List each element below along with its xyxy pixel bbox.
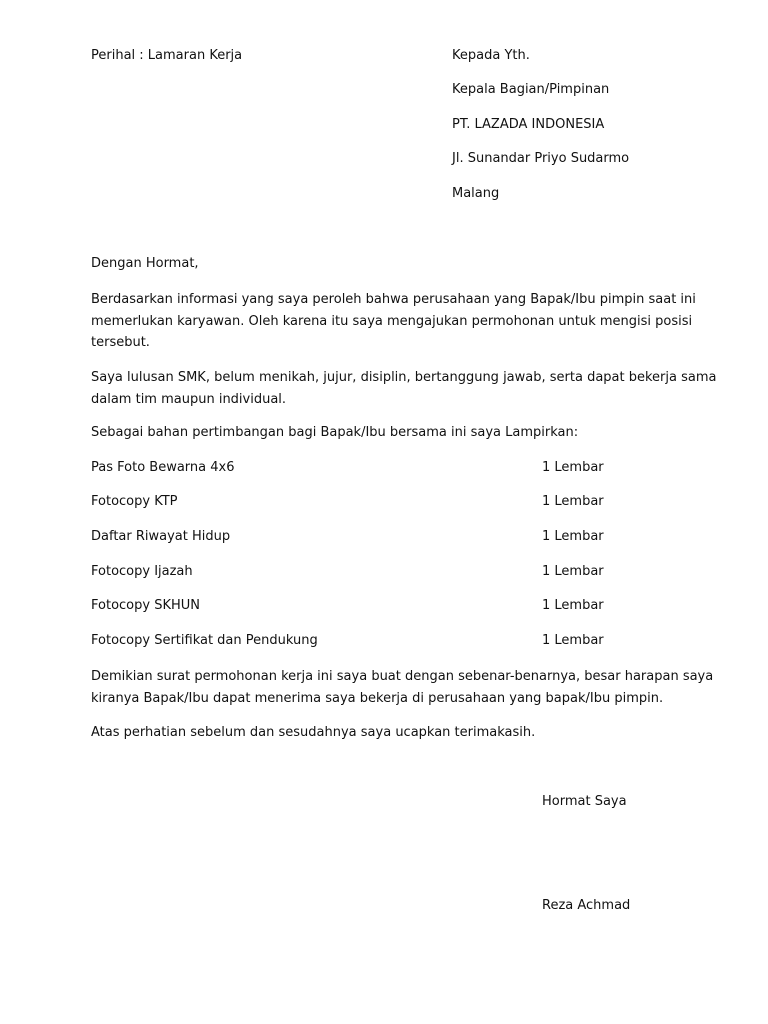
- paragraph-line: tersebut.: [91, 335, 150, 350]
- recipient-line: Malang: [452, 186, 500, 201]
- attachment-item: Fotocopy KTP: [91, 494, 178, 509]
- attachment-item: Pas Foto Bewarna 4x6: [91, 460, 235, 475]
- paragraph-line: dalam tim maupun individual.: [91, 391, 287, 407]
- paragraph-line: memerlukan karyawan. Oleh karena itu saya mengajukan permohonan untuk mengisi posisi: [91, 313, 693, 329]
- recipient-line: Kepada Yth.: [452, 48, 530, 63]
- signoff: Hormat Saya: [542, 794, 627, 809]
- subject-line: Perihal : Lamaran Kerja: [91, 48, 243, 63]
- attachment-item: Fotocopy Ijazah: [91, 564, 193, 579]
- recipient-line: Kepala Bagian/Pimpinan: [452, 82, 610, 97]
- attachment-qty: 1 Lembar: [542, 633, 604, 648]
- body-paragraph-1: [91, 289, 696, 354]
- thanks-line: Atas perhatian sebelum dan sesudahnya saya ucapkan terimakasih.: [91, 725, 536, 740]
- signature-name: Reza Achmad: [542, 898, 631, 913]
- salutation: Dengan Hormat,: [91, 256, 199, 271]
- recipient-line: Jl. Sunandar Priyo Sudarmo: [452, 151, 630, 166]
- attachments-intro: Sebagai bahan pertimbangan bagi Bapak/Ibu bersama ini saya Lampirkan:: [91, 425, 579, 440]
- attachment-item: Daftar Riwayat Hidup: [91, 529, 231, 544]
- body-paragraph-2: [91, 367, 717, 410]
- paragraph-line: Saya lulusan SMK, belum menikah, jujur, disiplin, bertanggung jawab, serta dapat bekerja sama: [91, 370, 717, 385]
- recipient-line: PT. LAZADA INDONESIA: [452, 117, 605, 132]
- paragraph-line: kiranya Bapak/Ibu dapat menerima saya bekerja di perusahaan yang bapak/Ibu pimpin.: [91, 690, 664, 706]
- attachment-item: Fotocopy SKHUN: [91, 598, 200, 613]
- attachment-qty: 1 Lembar: [542, 494, 604, 509]
- attachment-qty: 1 Lembar: [542, 598, 604, 613]
- attachment-qty: 1 Lembar: [542, 460, 604, 475]
- attachment-qty: 1 Lembar: [542, 564, 604, 579]
- paragraph-line: Berdasarkan informasi yang saya peroleh bahwa perusahaan yang Bapak/Ibu pimpin saat ini: [91, 292, 696, 307]
- closing-paragraph: [91, 666, 714, 709]
- paragraph-line: Demikian surat permohonan kerja ini saya buat dengan sebenar-benarnya, besar harapan saya: [91, 669, 714, 684]
- attachment-qty: 1 Lembar: [542, 529, 604, 544]
- attachment-item: Fotocopy Sertifikat dan Pendukung: [91, 633, 318, 648]
